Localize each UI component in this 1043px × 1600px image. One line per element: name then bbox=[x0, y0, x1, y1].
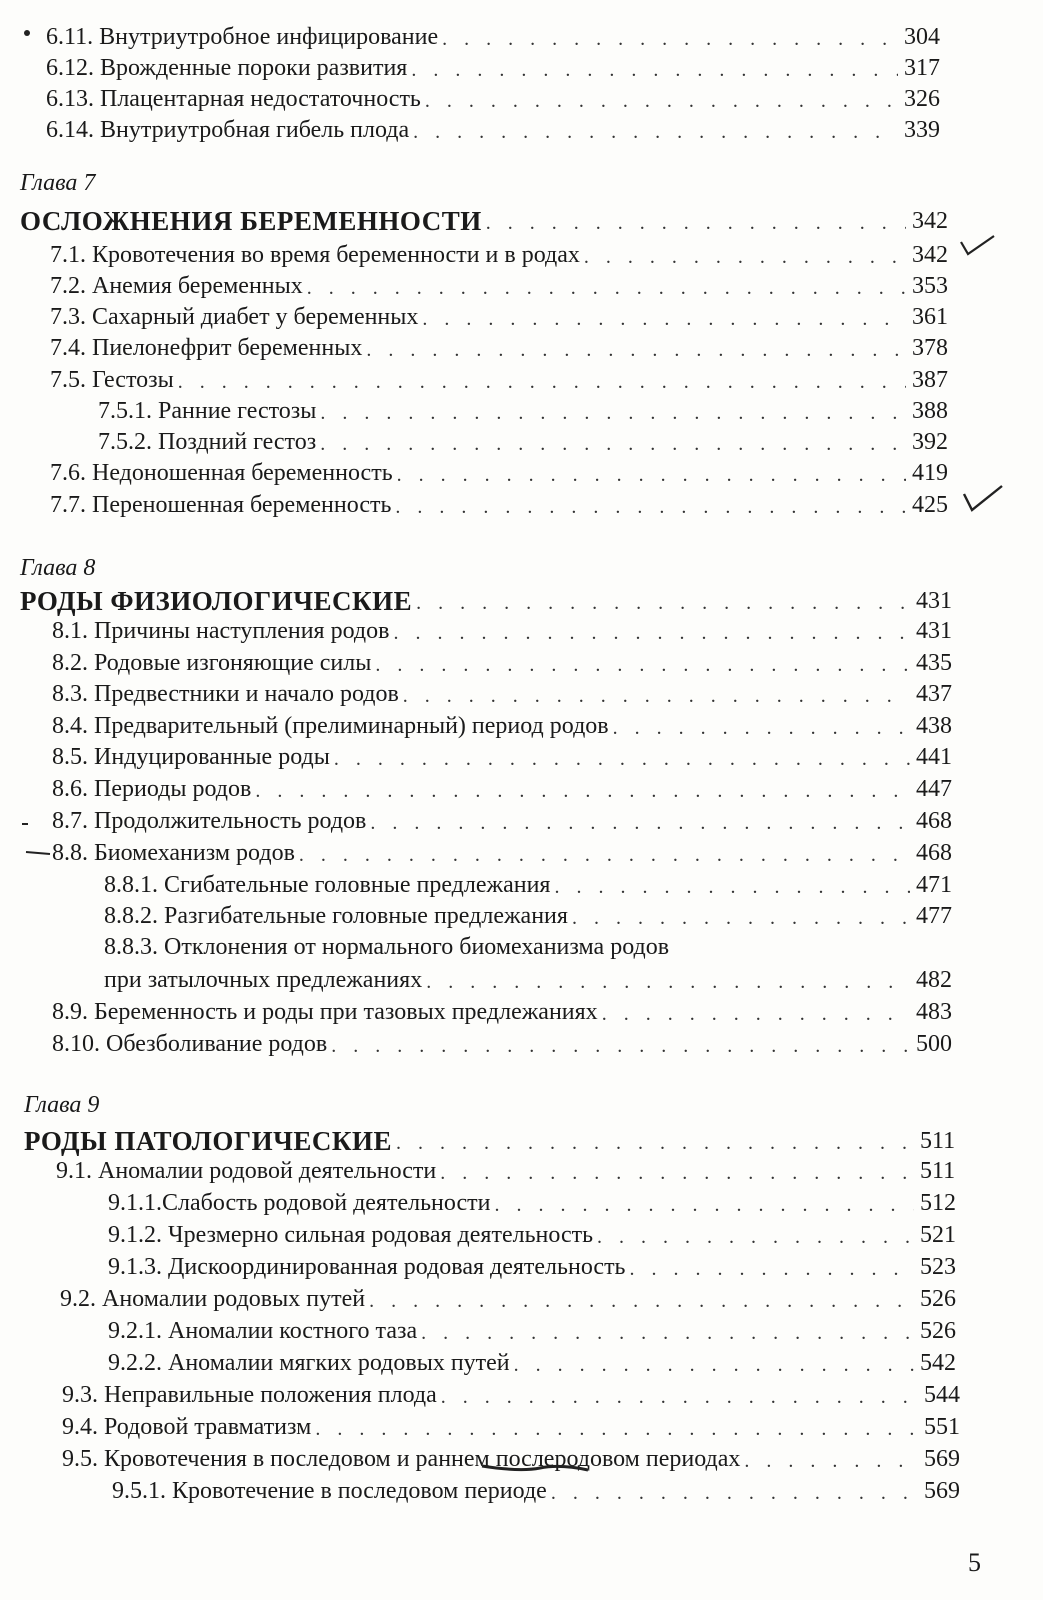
toc-entry bbox=[50, 361, 964, 395]
leader-dots bbox=[514, 1352, 914, 1378]
toc-entry-page: 387 bbox=[912, 367, 948, 393]
toc-entry-text: 7.5. Гестозы bbox=[50, 367, 174, 393]
leader-dots bbox=[440, 1160, 914, 1186]
toc-entry-text: 9.3. Неправильные положения плода bbox=[62, 1382, 437, 1408]
check-mark-icon bbox=[962, 482, 1006, 514]
toc-entry bbox=[62, 1376, 976, 1410]
toc-entry-text: 9.1.2. Чрезмерно сильная родовая деятельность bbox=[108, 1222, 594, 1248]
toc-entry-page: 438 bbox=[916, 713, 952, 739]
toc-entry bbox=[50, 236, 964, 270]
toc-entry-text: 9.5. Кровотечения в последовом и раннем послеродовом периодах bbox=[62, 1446, 741, 1472]
toc-entry bbox=[108, 1216, 972, 1250]
toc-entry-page: 477 bbox=[916, 903, 952, 929]
toc-entry-text: 7.2. Анемия беременных bbox=[50, 273, 303, 299]
toc-entry-text: 9.4. Родовой травматизм bbox=[62, 1414, 312, 1440]
toc-entry bbox=[46, 80, 956, 114]
toc-entry bbox=[112, 1472, 976, 1506]
toc-entry-text: 8.5. Индуцированные роды bbox=[52, 744, 330, 770]
toc-entry-text: 7.3. Сахарный диабет у беременных bbox=[50, 304, 419, 330]
toc-entry bbox=[46, 18, 956, 52]
toc-entry-text: 8.3. Предвестники и начало родов bbox=[52, 681, 399, 707]
toc-entry bbox=[108, 1312, 972, 1346]
toc-entry-page: 544 bbox=[924, 1382, 960, 1408]
toc-entry-text: 9.2.1. Аномалии костного таза bbox=[108, 1318, 418, 1344]
toc-entry-page: 317 bbox=[904, 55, 940, 81]
toc-entry-text: 8.9. Беременность и роды при тазовых предлежаниях bbox=[52, 999, 598, 1025]
toc-entry-page: 342 bbox=[912, 208, 948, 234]
leader-dots bbox=[486, 210, 906, 236]
toc-entry-text: 8.10. Обезболивание родов bbox=[52, 1031, 328, 1057]
toc-entry-text: 8.4. Предварительный (прелиминарный) период родов bbox=[52, 713, 609, 739]
toc-entry bbox=[108, 1184, 972, 1218]
leader-dots bbox=[366, 337, 906, 363]
toc-entry bbox=[46, 111, 956, 145]
toc-entry-page: 542 bbox=[920, 1350, 956, 1376]
toc-entry-page: 431 bbox=[916, 618, 952, 644]
toc-entry-page: 482 bbox=[916, 967, 952, 993]
toc-entry-text: 9.2.2. Аномалии мягких родовых путей bbox=[108, 1350, 510, 1376]
leader-dots bbox=[572, 905, 910, 931]
leader-dots bbox=[299, 842, 910, 868]
leader-dots bbox=[494, 1192, 914, 1218]
toc-entry bbox=[104, 961, 968, 995]
toc-entry-page: 521 bbox=[920, 1222, 956, 1248]
leader-dots bbox=[331, 1033, 910, 1059]
chapter-heading bbox=[20, 198, 964, 236]
leader-dots bbox=[426, 969, 910, 995]
toc-entry-page: 339 bbox=[904, 117, 940, 143]
underline-scribble-icon bbox=[480, 1462, 590, 1476]
toc-entry-page: 526 bbox=[920, 1318, 956, 1344]
leader-dots bbox=[602, 1001, 910, 1027]
toc-entry bbox=[52, 834, 968, 868]
toc-entry bbox=[98, 423, 964, 457]
toc-entry-page: 437 bbox=[916, 681, 952, 707]
toc-entry-text: 7.5.2. Поздний гестоз bbox=[98, 429, 317, 455]
toc-entry-page: 523 bbox=[920, 1254, 956, 1280]
chapter-label: Глава 9 bbox=[24, 1092, 100, 1118]
check-mark-icon bbox=[958, 232, 998, 260]
toc-entry bbox=[50, 329, 964, 363]
toc-entry bbox=[50, 486, 964, 520]
toc-entry-text: 6.13. Плацентарная недостаточность bbox=[46, 86, 421, 112]
toc-entry-page: 419 bbox=[912, 460, 948, 486]
toc-entry bbox=[52, 707, 968, 741]
toc-entry-page: 441 bbox=[916, 744, 952, 770]
toc-entry-page: 353 bbox=[912, 273, 948, 299]
chapter-title: РОДЫ ПАТОЛОГИЧЕСКИЕ bbox=[24, 1126, 392, 1156]
toc-entry-page: 512 bbox=[920, 1190, 956, 1216]
toc-entry-page: 326 bbox=[904, 86, 940, 112]
toc-entry-page: 511 bbox=[920, 1158, 956, 1184]
leader-dots bbox=[744, 1448, 918, 1474]
toc-entry-page: 447 bbox=[916, 776, 952, 802]
toc-entry-text: 6.12. Врожденные пороки развития bbox=[46, 55, 408, 81]
toc-entry-page: 435 bbox=[916, 650, 952, 676]
toc-entry-text: 7.5.1. Ранние гестозы bbox=[98, 398, 317, 424]
leader-dots bbox=[421, 1320, 914, 1346]
leader-dots bbox=[393, 620, 910, 646]
toc-entry bbox=[52, 993, 968, 1027]
leader-dots bbox=[334, 746, 910, 772]
toc-entry bbox=[52, 738, 968, 772]
toc-entry bbox=[52, 802, 968, 836]
leader-dots bbox=[370, 810, 910, 836]
toc-entry bbox=[46, 49, 956, 83]
toc-entry-page: 342 bbox=[912, 242, 948, 268]
toc-entry bbox=[60, 1280, 972, 1314]
chapter-label: Глава 8 bbox=[20, 555, 96, 581]
toc-entry-page: 511 bbox=[920, 1128, 956, 1154]
toc-entry-page: 468 bbox=[916, 808, 952, 834]
toc-entry-text: 9.2. Аномалии родовых путей bbox=[60, 1286, 366, 1312]
leader-dots bbox=[403, 683, 910, 709]
toc-entry-text: 6.14. Внутриутробная гибель плода bbox=[46, 117, 410, 143]
chapter-label: Глава 7 bbox=[20, 170, 96, 196]
toc-entry-page: 425 bbox=[912, 492, 948, 518]
leader-dots bbox=[413, 119, 898, 145]
toc-entry-text: 7.7. Переношенная беременность bbox=[50, 492, 392, 518]
toc-entry-text: 9.5.1. Кровотечение в последовом периоде bbox=[112, 1478, 547, 1504]
toc-entry-page: 569 bbox=[924, 1478, 960, 1504]
toc-entry bbox=[50, 267, 964, 301]
leader-dots bbox=[630, 1256, 915, 1282]
toc-entry bbox=[52, 612, 968, 646]
chapter-heading bbox=[24, 1118, 972, 1156]
toc-entry-text: 6.11. Внутриутробное инфицирование bbox=[46, 24, 439, 50]
toc-entry bbox=[104, 897, 968, 931]
toc-entry-page: 304 bbox=[904, 24, 940, 50]
toc-entry-text: 8.6. Периоды родов bbox=[52, 776, 252, 802]
toc-entry bbox=[52, 675, 968, 709]
bullet-mark-icon bbox=[20, 26, 34, 40]
toc-entry bbox=[52, 1025, 968, 1059]
toc-entry-text: 9.1.1.Слабость родовой деятельности bbox=[108, 1190, 491, 1216]
toc-entry-text: при затылочных предлежаниях bbox=[104, 967, 423, 993]
toc-entry-page: 431 bbox=[916, 588, 952, 614]
leader-dots bbox=[551, 1480, 918, 1506]
toc-entry-page: 468 bbox=[916, 840, 952, 866]
toc-entry bbox=[52, 644, 968, 678]
toc-entry-text: 8.1. Причины наступления родов bbox=[52, 618, 390, 644]
leader-dots bbox=[315, 1416, 918, 1442]
toc-entry-page: 483 bbox=[916, 999, 952, 1025]
toc-entry-page: 378 bbox=[912, 335, 948, 361]
leader-dots bbox=[395, 494, 906, 520]
chapter-heading bbox=[20, 578, 968, 616]
toc-entry-text: 7.6. Недоношенная беременность bbox=[50, 460, 393, 486]
toc-entry-text: 8.8.1. Сгибательные головные предлежания bbox=[104, 872, 551, 898]
chapter-title: РОДЫ ФИЗИОЛОГИЧЕСКИЕ bbox=[20, 586, 413, 616]
toc-entry bbox=[50, 454, 964, 488]
leader-dots bbox=[397, 462, 906, 488]
toc-entry bbox=[50, 298, 964, 332]
leader-dots bbox=[597, 1224, 914, 1250]
toc-entry-page: 500 bbox=[916, 1031, 952, 1057]
toc-entry bbox=[108, 1344, 972, 1378]
leader-dots bbox=[441, 1384, 918, 1410]
toc-entry-page: 569 bbox=[924, 1446, 960, 1472]
leader-dots bbox=[369, 1288, 914, 1314]
chapter-title: ОСЛОЖНЕНИЯ БЕРЕМЕННОСТИ bbox=[20, 206, 482, 236]
toc-entry-page: 361 bbox=[912, 304, 948, 330]
toc-entry bbox=[98, 392, 964, 426]
toc-entry-page: 392 bbox=[912, 429, 948, 455]
toc-entry-page: 551 bbox=[924, 1414, 960, 1440]
page-number: 5 bbox=[968, 1548, 981, 1577]
toc-entry bbox=[108, 1248, 972, 1282]
toc-entry-page: 471 bbox=[916, 872, 952, 898]
toc-entry bbox=[56, 1152, 972, 1186]
toc-entry-text: 9.1.3. Дискоординированная родовая деятельность bbox=[108, 1254, 626, 1280]
toc-entry bbox=[52, 770, 968, 804]
toc-entry-text: 8.2. Родовые изгоняющие силы bbox=[52, 650, 372, 676]
toc-entry-page: 388 bbox=[912, 398, 948, 424]
toc-entry-text: 8.8. Биомеханизм родов bbox=[52, 840, 295, 866]
toc-entry-page: 526 bbox=[920, 1286, 956, 1312]
toc-entry-text: 8.7. Продолжительность родов bbox=[52, 808, 367, 834]
dash-mark-icon bbox=[20, 820, 68, 860]
toc-entry-text: 7.1. Кровотечения во время беременности и в родах bbox=[50, 242, 580, 268]
leader-dots bbox=[255, 778, 910, 804]
toc-entry-text: 7.4. Пиелонефрит беременных bbox=[50, 335, 363, 361]
toc-entry-text: 9.1. Аномалии родовой деятельности bbox=[56, 1158, 437, 1184]
toc-entry-text: 8.8.2. Разгибательные головные предлежания bbox=[104, 903, 568, 929]
toc-entry bbox=[62, 1408, 976, 1442]
toc-entry bbox=[104, 866, 968, 900]
toc-entry-text: 8.8.3. Отклонения от нормального биомеханизма родов bbox=[104, 934, 670, 960]
